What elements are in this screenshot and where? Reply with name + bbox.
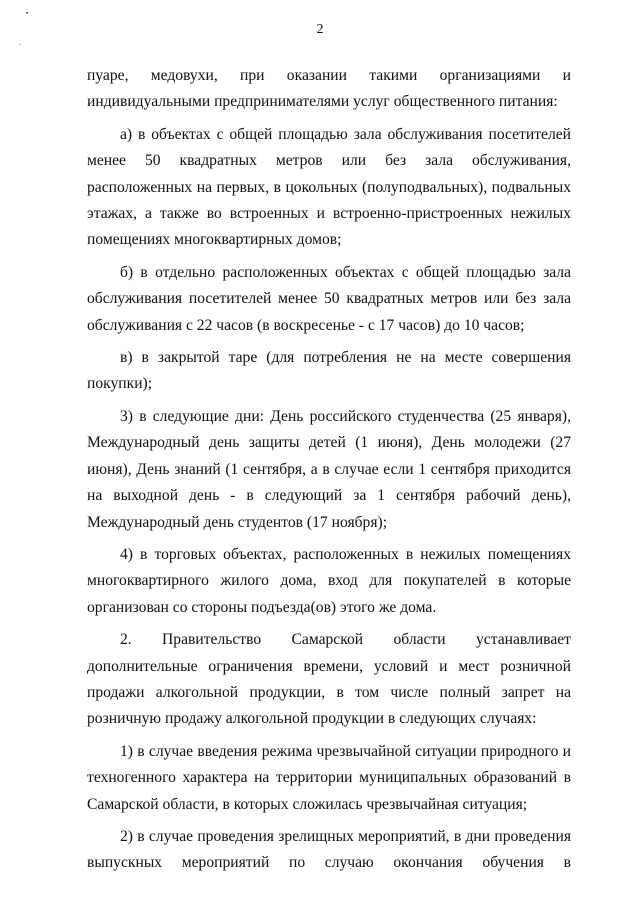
scan-speck xyxy=(26,12,28,14)
scan-speck xyxy=(20,44,21,45)
paragraph-continuation: пуаре, медовухи, при оказании такими организациями и индивидуальными предпринимателями услуг общественного питания: xyxy=(87,67,571,111)
page-number: 2 xyxy=(316,22,324,37)
paragraph-item-a: а) в объектах с общей площадью зала обслуживания посетителей менее 50 квадратных метров или без зала обслуживания, расположенных на первых, в цокольных (полуподвальных), подвальных этажах, а также во встроенных и встроенно-пристроенных нежилых помещениях многоквартирных домов; xyxy=(87,125,571,249)
paragraph-case-1: 1) в случае введения режима чрезвычайной ситуации природного и техногенного характера на территории муниципальных образований в Самарской области, в которых сложилась чрезвычайная ситуация; xyxy=(87,742,571,813)
paragraph-item-4: 4) в торговых объектах, расположенных в нежилых помещениях многоквартирного жилого дома, вход для покупателей в которые организован со стороны подъезда(ов) этого же дома. xyxy=(87,545,571,616)
paragraph-item-b: б) в отдельно расположенных объектах с общей площадью зала обслуживания посетителей менее 50 квадратных метров или без зала обслуживания с 22 часов (в воскресенье - с 17 часов) до 10 часов; xyxy=(87,263,571,334)
paragraph-item-v: в) в закрытой таре (для потребления не на месте совершения покупки); xyxy=(87,349,571,393)
paragraph-section-2: 2. Правительство Самарской области устанавливает дополнительные ограничения времени, условий и мест розничной продажи алкогольной продукции, в том числе полный запрет на розничную продажу алкогольной продукции в следующих случаях: xyxy=(87,631,571,728)
body-text xyxy=(87,63,571,877)
paragraph-case-2: 2) в случае проведения зрелищных мероприятий, в дни проведения выпускных мероприятий по случаю окончания обучения в xyxy=(87,827,571,872)
paragraph-item-3: 3) в следующие дни: День российского студенчества (25 января), Международный день защиты детей (1 июня), День молодежи (27 июня), День знаний (1 сентября, а в случае если 1 сентября приходится на выходной день - в следующий за 1 сентября рабочий день), Международный день студентов (17 ноября); xyxy=(87,407,571,531)
